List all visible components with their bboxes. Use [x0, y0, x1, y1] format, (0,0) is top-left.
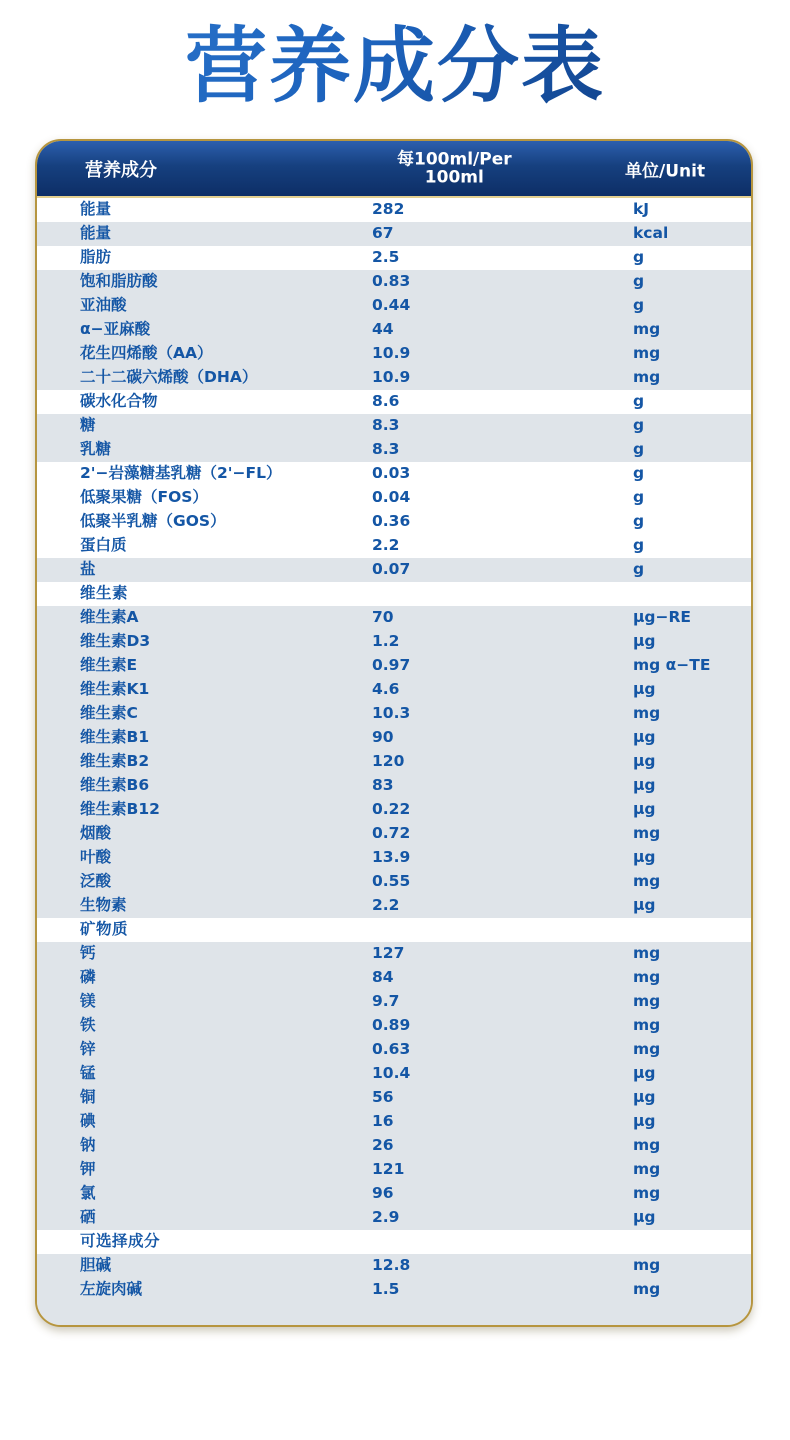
nutrient-name-cell: 氯: [80, 1184, 96, 1203]
value-cell: 0.22: [372, 800, 411, 819]
table-row: [37, 1278, 751, 1302]
value-cell: 8.6: [372, 392, 400, 411]
nutrient-name-cell: 磷: [80, 968, 96, 987]
table-row: [37, 438, 751, 462]
nutrient-name-cell: α−亚麻酸: [80, 320, 151, 339]
unit-cell: g: [633, 296, 645, 315]
nutrient-name-cell: 泛酸: [80, 872, 112, 891]
value-cell: 2.2: [372, 536, 400, 555]
unit-cell: kJ: [633, 200, 650, 219]
header-per-100ml-line2: 100ml: [424, 167, 484, 188]
unit-cell: μg: [633, 848, 656, 867]
unit-cell: μg: [633, 1112, 656, 1131]
table-row: [37, 1110, 751, 1134]
table-row: [37, 390, 751, 414]
value-cell: 1.2: [372, 632, 400, 651]
unit-cell: μg: [633, 800, 656, 819]
page-title: 营养成分表: [0, 20, 790, 114]
table-row: [37, 654, 751, 678]
table-row: [37, 798, 751, 822]
table-row: [37, 702, 751, 726]
stripe-band: [37, 558, 751, 582]
value-cell: 0.89: [372, 1016, 411, 1035]
nutrient-name-cell: 钾: [80, 1160, 96, 1179]
section-header-row: [37, 582, 751, 606]
stripe-band: [37, 198, 751, 222]
unit-cell: mg: [633, 968, 661, 987]
value-cell: 12.8: [372, 1256, 411, 1275]
table-row: [37, 366, 751, 390]
value-cell: 90: [372, 728, 394, 747]
value-cell: 44: [372, 320, 394, 339]
nutrient-name-cell: 钙: [80, 944, 96, 963]
table-row: [37, 894, 751, 918]
table-row: [37, 1038, 751, 1062]
stripe-band: [37, 606, 751, 918]
table-row: [37, 222, 751, 246]
unit-cell: μg: [633, 728, 656, 747]
table-row: [37, 942, 751, 966]
header-unit-column-label: 单位/Unit: [625, 161, 706, 181]
nutrient-name-cell: 胆碱: [80, 1256, 112, 1275]
table-header: [37, 141, 751, 198]
unit-cell: mg: [633, 944, 661, 963]
table-row: [37, 774, 751, 798]
nutrient-name-cell: 维生素A: [80, 608, 139, 627]
table-row: [37, 534, 751, 558]
nutrient-name-cell: 能量: [80, 224, 112, 243]
nutrient-name-cell: 维生素B12: [80, 800, 160, 819]
nutrient-name-cell: 生物素: [80, 896, 127, 915]
value-cell: 83: [372, 776, 394, 795]
value-cell: 16: [372, 1112, 394, 1131]
table-row: [37, 990, 751, 1014]
unit-cell: μg: [633, 680, 656, 699]
table-row: [37, 510, 751, 534]
nutrient-name-cell: 低聚果糖（FOS）: [80, 488, 208, 507]
nutrient-name-cell: 锌: [80, 1040, 96, 1059]
table-row: [37, 606, 751, 630]
unit-cell: g: [633, 512, 645, 531]
section-header-row: [37, 918, 751, 942]
table-row: [37, 1206, 751, 1230]
unit-cell: mg: [633, 344, 661, 363]
table-row: [37, 558, 751, 582]
table-row: [37, 822, 751, 846]
unit-cell: g: [633, 536, 645, 555]
stripe-band: [37, 1254, 751, 1302]
value-cell: 8.3: [372, 440, 400, 459]
nutrient-name-cell: 维生素C: [80, 704, 138, 723]
nutrient-name-cell: 钠: [80, 1136, 96, 1155]
unit-cell: mg: [633, 1280, 661, 1299]
stripe-band: [37, 942, 751, 1230]
value-cell: 10.4: [372, 1064, 411, 1083]
table-row: [37, 726, 751, 750]
unit-cell: μg: [633, 752, 656, 771]
table-row: [37, 462, 751, 486]
table-row: [37, 870, 751, 894]
unit-cell: μg: [633, 1208, 656, 1227]
table-row: [37, 414, 751, 438]
value-cell: 84: [372, 968, 394, 987]
nutrient-name-cell: 维生素B2: [80, 752, 150, 771]
unit-cell: mg: [633, 992, 661, 1011]
value-cell: 0.83: [372, 272, 411, 291]
unit-cell: g: [633, 392, 645, 411]
stripe-band: [37, 390, 751, 414]
nutrient-name-cell: 碘: [80, 1112, 96, 1131]
unit-cell: mg: [633, 1016, 661, 1035]
value-cell: 13.9: [372, 848, 411, 867]
value-cell: 0.03: [372, 464, 411, 483]
value-cell: 0.97: [372, 656, 411, 675]
unit-cell: μg: [633, 776, 656, 795]
stripe-band: [37, 270, 751, 390]
nutrient-name-cell: 硒: [80, 1208, 96, 1227]
nutrient-name-cell: 可选择成分: [80, 1232, 161, 1251]
nutrient-name-cell: 左旋肉碱: [80, 1280, 143, 1299]
value-cell: 56: [372, 1088, 394, 1107]
unit-cell: μg−RE: [633, 608, 692, 627]
unit-cell: mg: [633, 1040, 661, 1059]
value-cell: 10.3: [372, 704, 411, 723]
nutrient-name-cell: 维生素K1: [80, 680, 150, 699]
table-row: [37, 846, 751, 870]
table-row: [37, 198, 751, 222]
table-row: [37, 1182, 751, 1206]
header-per-100ml-line1: 每100ml/Per: [397, 149, 512, 170]
unit-cell: mg: [633, 368, 661, 387]
nutrient-name-cell: 叶酸: [80, 848, 112, 867]
nutrient-name-cell: 锰: [80, 1064, 96, 1083]
value-cell: 0.63: [372, 1040, 411, 1059]
nutrient-name-cell: 糖: [80, 416, 96, 435]
nutrient-name-cell: 2'−岩藻糖基乳糖（2'−FL）: [80, 464, 282, 483]
unit-cell: mg: [633, 1160, 661, 1179]
stripe-band: [37, 918, 751, 942]
table-row: [37, 1158, 751, 1182]
value-cell: 0.36: [372, 512, 411, 531]
value-cell: 96: [372, 1184, 394, 1203]
unit-cell: μg: [633, 896, 656, 915]
unit-cell: g: [633, 464, 645, 483]
nutrient-name-cell: 低聚半乳糖（GOS）: [80, 512, 226, 531]
header-nutrient-column-label: 营养成分: [85, 159, 157, 181]
nutrient-name-cell: 维生素D3: [80, 632, 151, 651]
nutrient-name-cell: 花生四烯酸（AA）: [80, 344, 213, 363]
table-row: [37, 1062, 751, 1086]
value-cell: 67: [372, 224, 394, 243]
unit-cell: μg: [633, 1064, 656, 1083]
unit-cell: g: [633, 488, 645, 507]
table-row: [37, 1134, 751, 1158]
unit-cell: mg: [633, 872, 661, 891]
stripe-band: [37, 414, 751, 462]
unit-cell: μg: [633, 632, 656, 651]
nutrition-table: [35, 139, 753, 1327]
value-cell: 2.2: [372, 896, 400, 915]
nutrient-name-cell: 饱和脂肪酸: [80, 272, 158, 291]
table-row: [37, 246, 751, 270]
table-row: [37, 1254, 751, 1278]
value-cell: 70: [372, 608, 394, 627]
nutrient-name-cell: 碳水化合物: [80, 392, 158, 411]
unit-cell: mg: [633, 1136, 661, 1155]
value-cell: 120: [372, 752, 405, 771]
value-cell: 26: [372, 1136, 394, 1155]
unit-cell: g: [633, 560, 645, 579]
nutrient-name-cell: 镁: [80, 992, 96, 1011]
nutrient-name-cell: 亚油酸: [80, 296, 127, 315]
nutrient-name-cell: 铜: [80, 1088, 96, 1107]
value-cell: 2.5: [372, 248, 400, 267]
table-row: [37, 1086, 751, 1110]
nutrient-name-cell: 铁: [80, 1016, 96, 1035]
nutrient-name-cell: 矿物质: [80, 920, 129, 939]
unit-cell: mg: [633, 1184, 661, 1203]
unit-cell: mg: [633, 704, 661, 723]
unit-cell: μg: [633, 1088, 656, 1107]
table-body: [37, 198, 751, 1325]
table-row: [37, 342, 751, 366]
value-cell: 1.5: [372, 1280, 400, 1299]
section-header-row: [37, 1230, 751, 1254]
value-cell: 0.07: [372, 560, 411, 579]
table-row: [37, 750, 751, 774]
value-cell: 0.55: [372, 872, 411, 891]
value-cell: 4.6: [372, 680, 400, 699]
nutrient-name-cell: 维生素E: [80, 656, 138, 675]
unit-cell: g: [633, 416, 645, 435]
nutrient-name-cell: 乳糖: [80, 440, 112, 459]
unit-cell: mg: [633, 824, 661, 843]
nutrient-name-cell: 烟酸: [80, 824, 112, 843]
nutrient-name-cell: 维生素B6: [80, 776, 150, 795]
value-cell: 0.72: [372, 824, 411, 843]
table-row: [37, 318, 751, 342]
unit-cell: mg α−TE: [633, 656, 711, 675]
table-row: [37, 1014, 751, 1038]
value-cell: 282: [372, 200, 405, 219]
nutrient-name-cell: 脂肪: [80, 248, 112, 267]
value-cell: 0.44: [372, 296, 411, 315]
table-row: [37, 294, 751, 318]
stripe-band: [37, 222, 751, 246]
nutrient-name-cell: 盐: [80, 560, 96, 579]
value-cell: 2.9: [372, 1208, 400, 1227]
unit-cell: g: [633, 272, 645, 291]
unit-cell: kcal: [633, 224, 669, 243]
nutrient-name-cell: 维生素B1: [80, 728, 150, 747]
nutrient-name-cell: 维生素: [80, 584, 129, 603]
header-per-100ml-column-label: [397, 150, 512, 187]
table-row: [37, 486, 751, 510]
stripe-band: [37, 582, 751, 606]
nutrient-name-cell: 蛋白质: [80, 536, 127, 555]
stripe-band: [37, 1230, 751, 1254]
unit-cell: g: [633, 248, 645, 267]
unit-cell: mg: [633, 1256, 661, 1275]
stripe-band: [37, 246, 751, 270]
unit-cell: g: [633, 440, 645, 459]
table-row: [37, 630, 751, 654]
value-cell: 127: [372, 944, 405, 963]
table-row: [37, 966, 751, 990]
value-cell: 8.3: [372, 416, 400, 435]
unit-cell: mg: [633, 320, 661, 339]
value-cell: 0.04: [372, 488, 411, 507]
table-row: [37, 270, 751, 294]
nutrient-name-cell: 能量: [80, 200, 112, 219]
value-cell: 10.9: [372, 344, 411, 363]
value-cell: 10.9: [372, 368, 411, 387]
stripe-band: [37, 462, 751, 558]
value-cell: 9.7: [372, 992, 400, 1011]
table-row: [37, 678, 751, 702]
value-cell: 121: [372, 1160, 405, 1179]
nutrient-name-cell: 二十二碳六烯酸（DHA）: [80, 368, 258, 387]
